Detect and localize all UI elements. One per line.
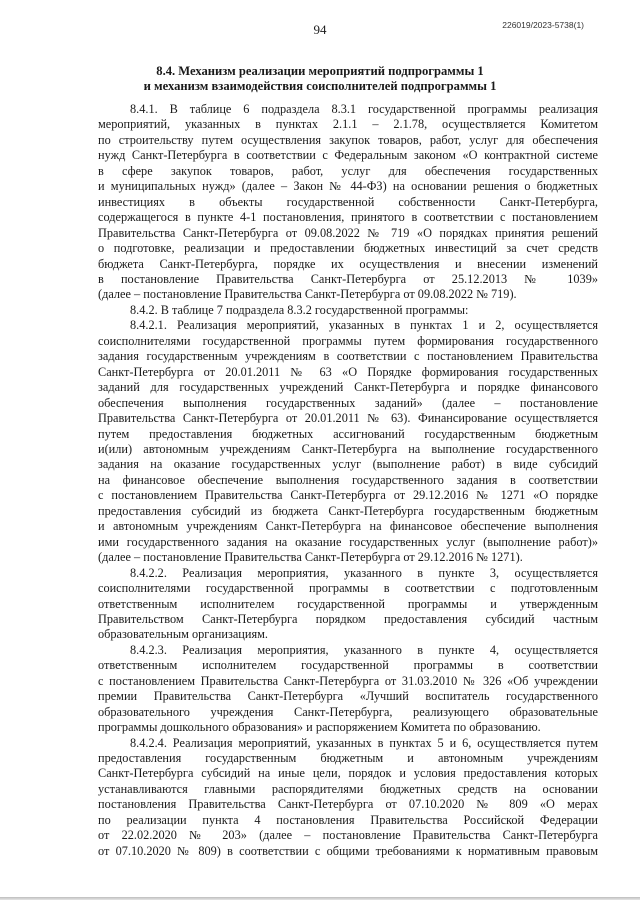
- paragraph-line: Санкт-Петербурга субсидий на иные цели, порядок и условия предоставления которых: [98, 766, 598, 781]
- paragraph-line: с постановлением Правительства Санкт-Петербурга от 29.12.2016 № 1271 «О порядке: [98, 488, 598, 503]
- paragraph-line: задания на оказание государственных услуг (выполнение работ) в виде субсидий: [98, 457, 598, 472]
- paragraph-line: 8.4.2.1. Реализация мероприятий, указанных в пунктах 1 и 2, осуществляется: [130, 318, 598, 333]
- paragraph-line: на финансовое обеспечение выполнения государственного задания в соответствии: [98, 472, 598, 487]
- paragraph-line: в сфере закупок товаров, работ, услуг для обеспечения государственных: [98, 163, 598, 178]
- paragraph-line: с постановлением Правительства Санкт-Петербурга от 31.03.2010 № 326 «Об учреждении: [98, 673, 598, 688]
- paragraph-line: Правительством Санкт-Петербурга порядком предоставления субсидий частным: [98, 611, 598, 626]
- page-number: 94: [313, 22, 327, 37]
- paragraph-line: образовательным организациям.: [98, 627, 268, 642]
- paragraph-line: ими государственного задания на оказание государственных услуг (выполнение работ)»: [98, 534, 598, 549]
- paragraph: [98, 643, 598, 736]
- paragraph-line: и автономным учреждениям Санкт-Петербурга на финансовое обеспечение выполнения: [98, 519, 598, 534]
- paragraph-line: 8.4.2.2. Реализация мероприятия, указанного в пункте 3, осуществляется: [130, 565, 598, 580]
- document-body: [98, 102, 598, 859]
- paragraph-line: нужд Санкт-Петербурга в соответствии с Федеральным законом «О контрактной системе: [98, 148, 598, 163]
- paragraph-line: Санкт-Петербурга от 20.01.2011 № 63 «О Порядке формирования государственных: [98, 364, 598, 379]
- paragraph-line: ответственным исполнителем государственной программы в соответствии: [98, 658, 598, 673]
- paragraph-line: от 07.10.2020 № 809) в соответствии с общими требованиями к нормативным правовым: [98, 843, 598, 858]
- paragraph-line: 8.4.2.3. Реализация мероприятия, указанного в пункте 4, осуществляется: [130, 642, 598, 657]
- paragraph-line: соисполнителями государственной программы путем формирования государственного: [98, 333, 598, 348]
- paragraph-line: от 22.02.2020 № 203» (далее – постановление Правительства Санкт-Петербурга: [98, 828, 598, 843]
- paragraph-line: путем предоставления бюджетных ассигнований государственным бюджетным: [98, 426, 598, 441]
- section-heading-line-1: 8.4. Механизм реализации мероприятий подпрограммы 1: [156, 64, 484, 78]
- paragraph-line: о подготовке, реализации и предоставлении бюджетных инвестиций за счет средств: [98, 241, 598, 256]
- paragraph-line: 8.4.2. В таблице 7 подраздела 8.3.2 государственной программы:: [130, 302, 469, 317]
- paragraph-line: программы дошкольного образования» и распоряжением Комитета по образованию.: [98, 720, 541, 735]
- paragraph-line: устанавливаются главными распорядителями бюджетных средств на основании: [98, 781, 598, 796]
- paragraph-line: в постановление Правительства Санкт-Петербурга от 25.12.2013 № 1039»: [98, 271, 598, 286]
- paragraph: [98, 318, 598, 565]
- paragraph-line: (далее – постановление Правительства Санкт-Петербурга от 09.08.2022 № 719).: [98, 287, 517, 302]
- paragraph-line: задания государственным учреждениям в соответствии с постановлением Правительства: [98, 349, 598, 364]
- paragraph-line: образовательного учреждения Санкт-Петербурга, реализующего образовательные: [98, 704, 598, 719]
- paragraph: [98, 102, 598, 303]
- paragraph-line: премии Правительства Санкт-Петербурга «Лучший воспитатель государственного: [98, 689, 598, 704]
- paragraph-line: инвестициях в объекты государственной собственности Санкт-Петербурга,: [98, 194, 598, 209]
- paragraph: [98, 303, 598, 318]
- paragraph: [98, 736, 598, 860]
- document-id: 226019/2023-5738(1): [502, 20, 584, 30]
- scan-edge: [0, 897, 640, 900]
- paragraph-line: 8.4.1. В таблице 6 подраздела 8.3.1 государственной программы реализация: [130, 102, 598, 116]
- paragraph-line: предоставления государственным бюджетным и автономным учреждениям: [98, 751, 598, 766]
- paragraph-line: постановления Правительства Санкт-Петербурга от 07.10.2020 № 809 «О мерах: [98, 797, 598, 812]
- paragraph-line: Правительства Санкт-Петербурга от 09.08.2022 № 719 «О порядках принятия решений: [98, 225, 598, 240]
- paragraph-line: по строительству путем осуществления закупок товаров, работ, услуг для обеспечения: [98, 132, 598, 147]
- paragraph-line: Правительства Санкт-Петербурга от 20.01.2011 № 63). Финансирование осуществляется: [98, 411, 598, 426]
- paragraph: [98, 566, 598, 643]
- section-heading-line-2: и механизм взаимодействия соисполнителей подпрограммы 1: [143, 79, 497, 93]
- paragraph-line: содержащегося в пункте 4-1 постановления, принятого в соответствии с постановлением: [98, 210, 598, 225]
- paragraph-line: по реализации пункта 4 постановления Правительства Российской Федерации: [98, 812, 598, 827]
- paragraph-line: (далее – постановление Правительства Санкт-Петербурга от 29.12.2016 № 1271).: [98, 550, 523, 565]
- paragraph-line: заданий для государственных учреждений Санкт-Петербурга и порядке финансового: [98, 380, 598, 395]
- paragraph-line: и(или) автономным учреждениям Санкт-Петербурга на выполнение государственного: [98, 441, 598, 456]
- paragraph-line: бюджета Санкт-Петербурга, порядке их осуществления и внесении изменений: [98, 256, 598, 271]
- section-heading: [0, 64, 640, 94]
- paragraph-line: и муниципальных нужд» (далее – Закон № 44-ФЗ) на основании решения о бюджетных: [98, 179, 598, 194]
- paragraph-line: предоставления субсидий из бюджета Санкт-Петербурга государственным бюджетным: [98, 503, 598, 518]
- paragraph-line: 8.4.2.4. Реализация мероприятий, указанных в пунктах 5 и 6, осуществляется путем: [130, 735, 598, 750]
- paragraph-line: соисполнителями государственной программы в соответствии с подготовленным: [98, 581, 598, 596]
- paragraph-line: мероприятий, указанных в пунктах 2.1.1 – 2.1.78, осуществляется Комитетом: [98, 117, 598, 132]
- paragraph-line: ответственным исполнителем государственной программы и утвержденным: [98, 596, 598, 611]
- paragraph-line: обеспечения выполнения государственных заданий» (далее – постановление: [98, 395, 598, 410]
